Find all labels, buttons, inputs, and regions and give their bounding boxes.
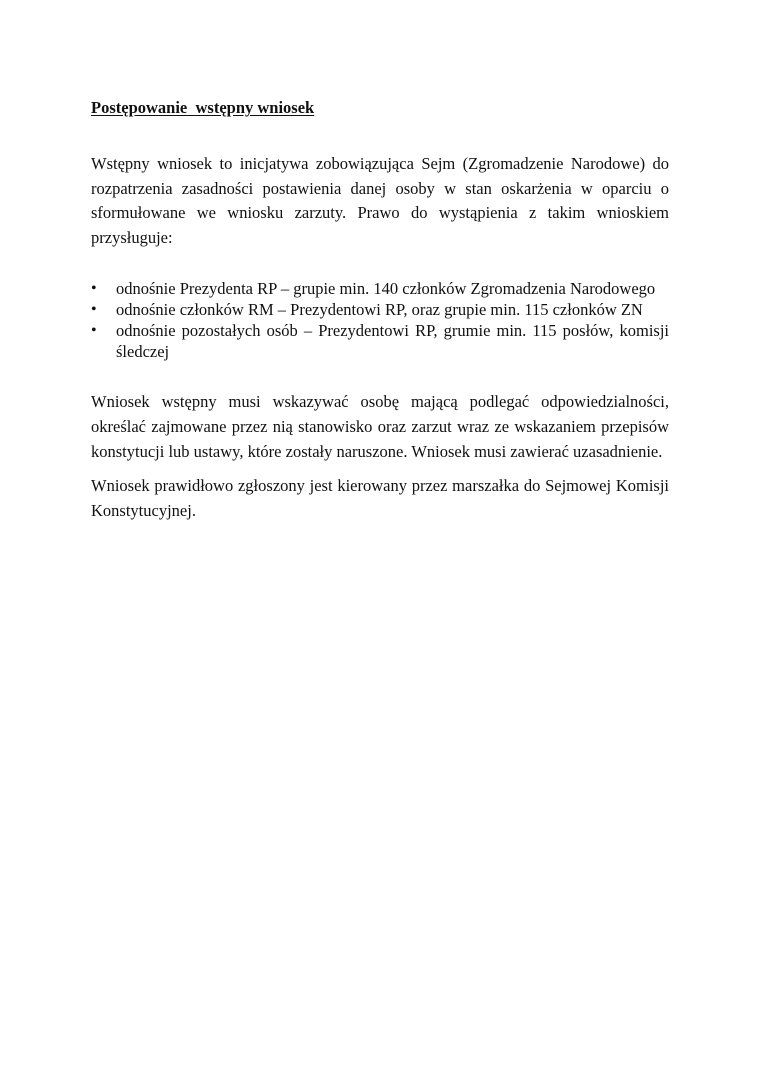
- intro-paragraph: Wstępny wniosek to inicjatywa zobowiązująca Sejm (Zgromadzenie Narodowe) do rozpatrzenia zasadności postawienia danej osoby w stan oskarżenia w oparciu o sformułowane we wniosku zarzuty. Prawo do wystąpienia z takim wnioskiem przysługuje:: [91, 154, 669, 247]
- list-item: [91, 320, 669, 362]
- list-item: [91, 278, 669, 299]
- bullet-icon: •: [91, 322, 97, 340]
- list-item-text: odnośnie Prezydenta RP – grupie min. 140 członków Zgromadzenia Narodowego: [116, 279, 656, 299]
- list-item-text: odnośnie pozostałych osób – Prezydentowi RP, grumie min. 115 posłów, komisji śledczej: [116, 321, 669, 362]
- list-item-text: odnośnie członków RM – Prezydentowi RP, oraz grupie min. 115 członków ZN: [116, 300, 643, 320]
- requirements-paragraph: Wniosek wstępny musi wskazywać osobę mającą podlegać odpowiedzialności, określać zajmowane przez nią stanowisko oraz zarzut wraz ze wskazaniem przepisów konstytucji lub ustawy, które zostały naruszone. Wniosek musi zawierać uzasadnienie.: [91, 392, 669, 461]
- document-page: [91, 96, 669, 523]
- bullet-icon: •: [91, 280, 97, 298]
- bullet-list: [91, 278, 669, 362]
- list-item: [91, 299, 669, 320]
- document-title: Postępowanie wstępny wniosek: [91, 98, 315, 117]
- closing-paragraph: Wniosek prawidłowo zgłoszony jest kierowany przez marszałka do Sejmowej Komisji Konstytucyjnej.: [91, 476, 669, 520]
- bullet-icon: •: [91, 301, 97, 319]
